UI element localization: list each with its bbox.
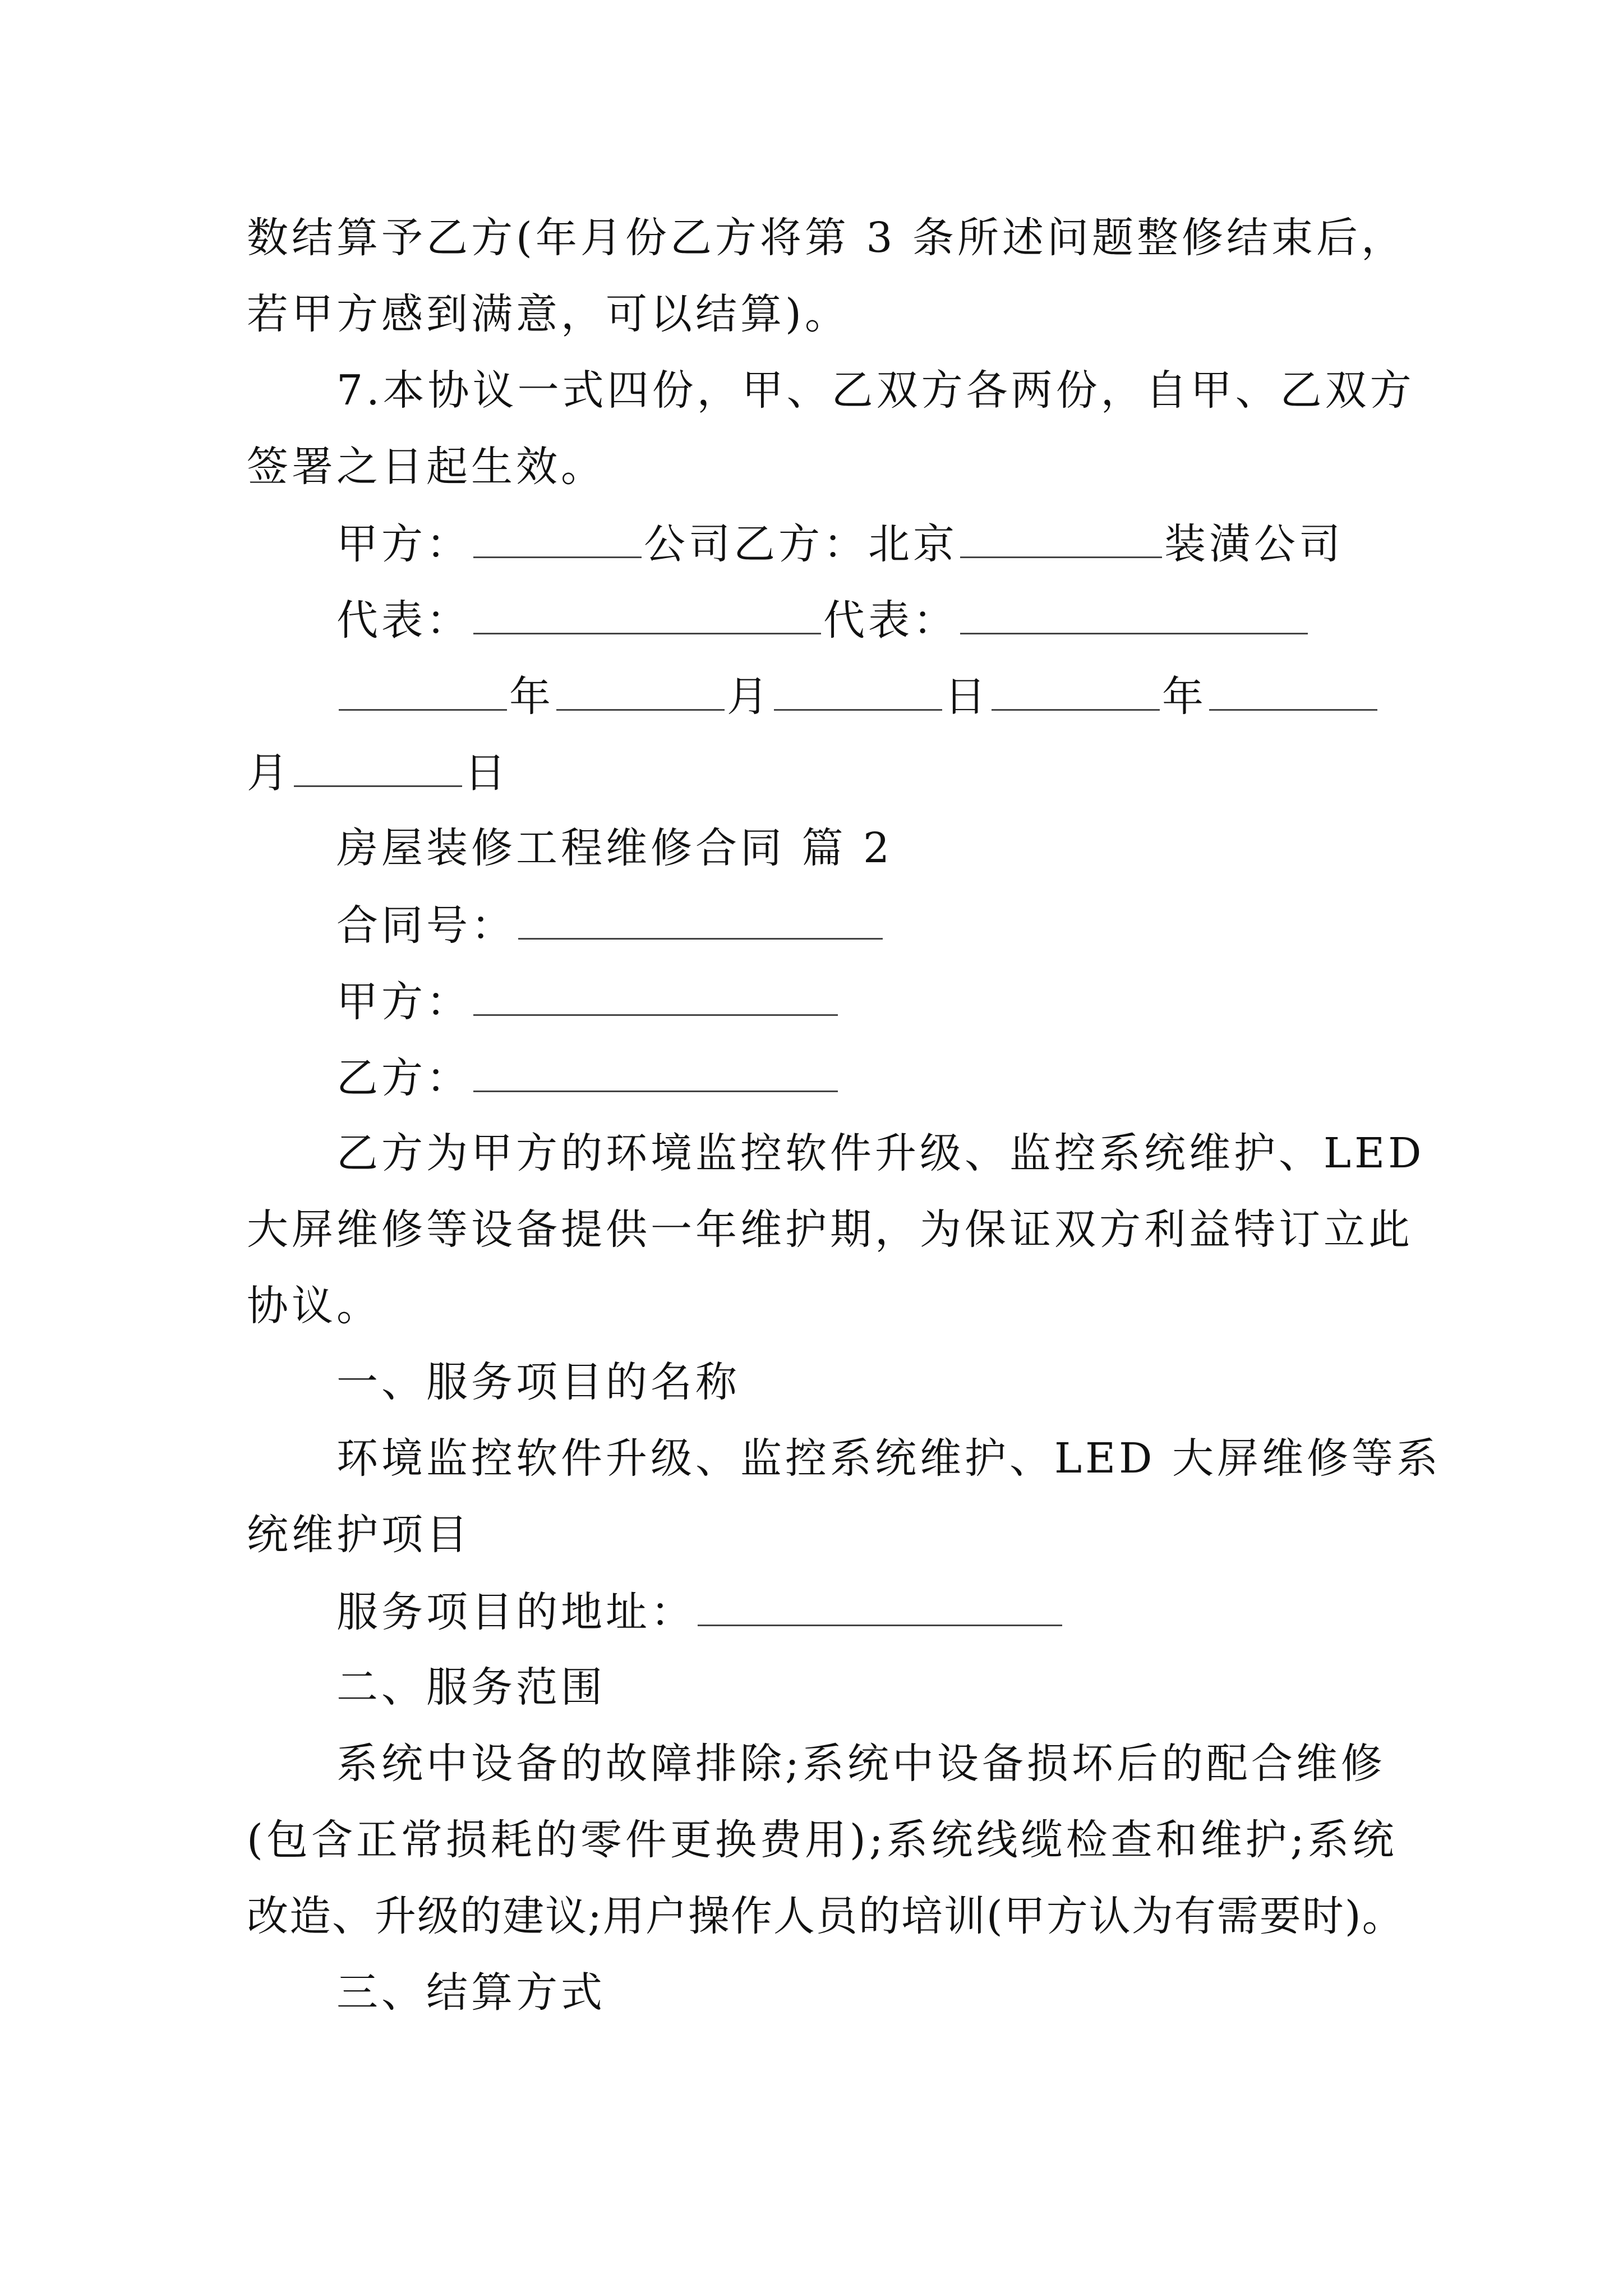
section-heading: 房屋装修工程维修合同 篇 2 (336, 824, 893, 872)
signature-line-party (336, 515, 1344, 572)
paragraph-line: 环境监控软件升级、监控系统维护、LED 大屏维修等系 (336, 1434, 1442, 1483)
section-title: 三、结算方式 (336, 1968, 606, 2017)
label-representative-a: 代表： (336, 596, 471, 645)
blank-field (774, 668, 942, 711)
blank-field (473, 973, 838, 1016)
blank-field (339, 668, 507, 711)
label-decoration-company: 装潢公司 (1164, 520, 1344, 568)
paragraph-line: 乙方为甲方的环境监控软件升级、监控系统维护、LED (336, 1129, 1425, 1177)
label-day: 日 (464, 749, 509, 797)
blank-field (960, 515, 1162, 558)
paragraph-line: 数结算予乙方(年月份乙方将第 3 条所述问题整修结束后， (247, 214, 1406, 262)
blank-field (698, 1583, 1062, 1626)
section-title: 二、服务范围 (336, 1663, 606, 1711)
paragraph-line: 协议。 (247, 1282, 381, 1330)
label-service-address: 服务项目的地址： (336, 1588, 695, 1636)
blank-field (473, 591, 821, 634)
blank-field (294, 744, 462, 787)
paragraph-line: 系统中设备的故障排除;系统中设备损坏后的配合维修 (336, 1740, 1386, 1788)
label-party-b: 乙方： (336, 1054, 471, 1102)
paragraph-line: 统维护项目 (247, 1511, 471, 1559)
paragraph-line: 大屏维修等设备提供一年维护期，为保证双方利益特订立此 (247, 1205, 1413, 1254)
label-year: 年 (1162, 673, 1207, 721)
blank-field (473, 1049, 838, 1092)
section-title: 一、服务项目的名称 (336, 1358, 740, 1406)
paragraph-line: 若甲方感到满意，可以结算)。 (247, 290, 850, 338)
blank-field (556, 668, 725, 711)
label-company-party-b: 公司乙方：北京 (644, 520, 958, 568)
blank-field (960, 591, 1308, 634)
label-party-a: 甲方： (336, 978, 471, 1026)
blank-field (1209, 668, 1377, 711)
paragraph-line: 改造、升级的建议;用户操作人员的培训(甲方认为有需要时)。 (247, 1892, 1405, 1940)
blank-field (518, 896, 883, 940)
paragraph-line: 7.本协议一式四份，甲、乙双方各两份，自甲、乙双方 (336, 366, 1415, 415)
signature-line-representative (336, 591, 1310, 648)
date-line (336, 668, 1380, 725)
label-day: 日 (944, 673, 989, 721)
label-contract-number: 合同号： (336, 901, 516, 950)
label-month: 月 (727, 673, 772, 721)
field-party-a (336, 973, 840, 1030)
blank-field (473, 515, 642, 558)
field-service-address (336, 1583, 1064, 1640)
label-party-a: 甲方： (336, 520, 471, 568)
paragraph-line: (包含正常损耗的零件更换费用);系统线缆检查和维护;系统 (247, 1816, 1398, 1864)
field-contract-number (336, 896, 885, 954)
date-line-cont (247, 744, 509, 801)
field-party-b (336, 1049, 840, 1106)
label-month: 月 (247, 749, 292, 797)
label-representative-b: 代表： (823, 596, 958, 645)
blank-field (992, 668, 1160, 711)
label-year: 年 (509, 673, 554, 721)
paragraph-line: 签署之日起生效。 (247, 443, 606, 491)
